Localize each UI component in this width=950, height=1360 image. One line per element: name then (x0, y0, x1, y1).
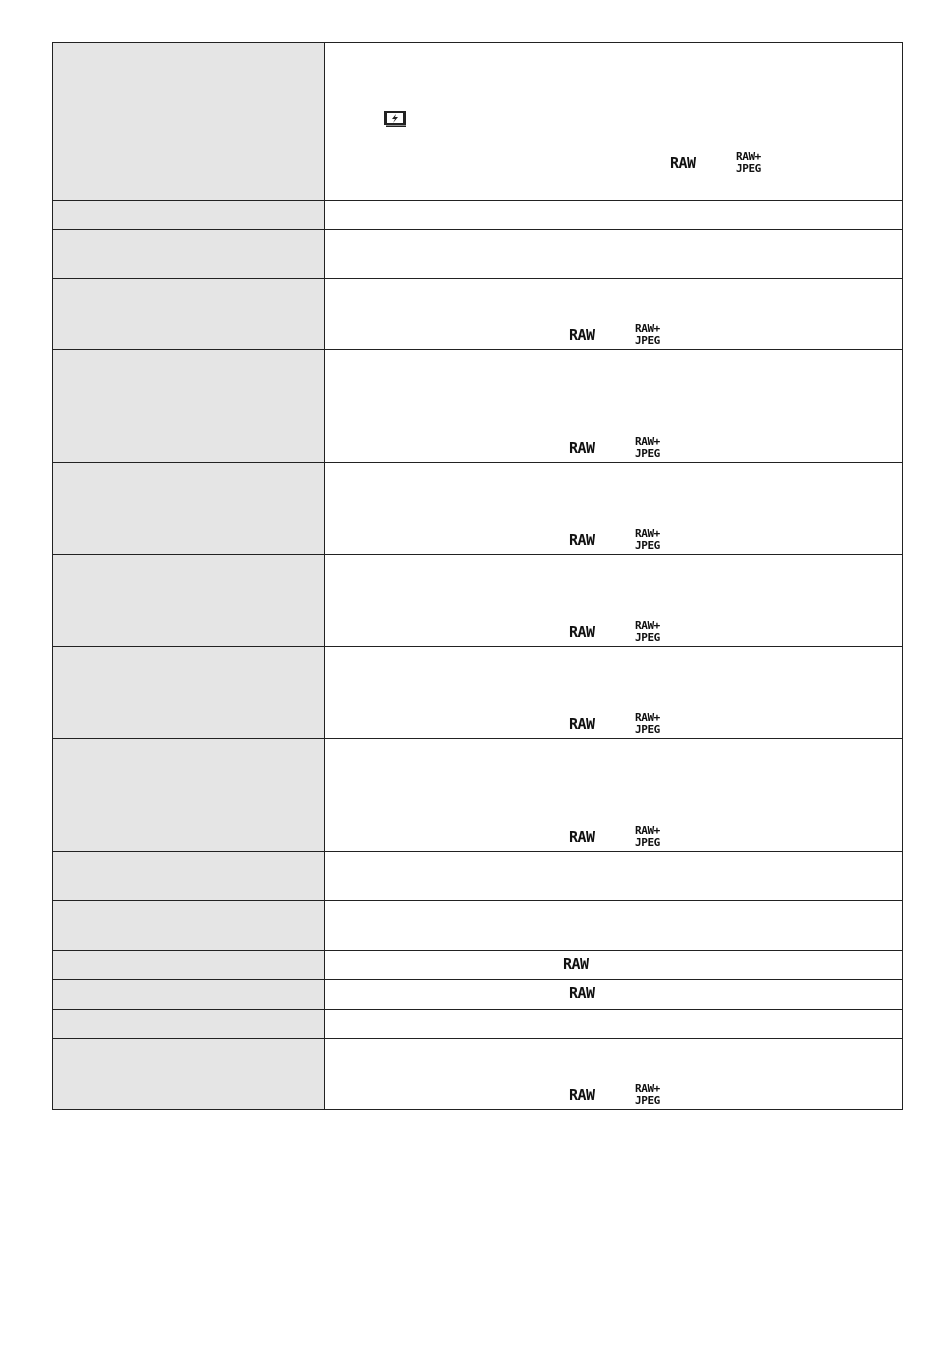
row-description-cell (325, 852, 903, 900)
row-description-cell (325, 230, 903, 278)
row-label-cell (53, 980, 325, 1009)
row-description-cell (325, 201, 903, 229)
settings-table (52, 42, 903, 1110)
raw-format-label: RAW (569, 984, 595, 1002)
table-row (53, 1010, 903, 1039)
table-row (53, 201, 903, 230)
table-row (53, 951, 903, 980)
table-row (53, 852, 903, 901)
table-row (53, 1039, 903, 1110)
raw-jpeg-format-label: RAW+ JPEG (635, 619, 660, 644)
row-description-cell (325, 951, 903, 979)
raw-format-label: RAW (569, 623, 595, 641)
table-row (53, 463, 903, 555)
raw-format-label: RAW (569, 1086, 595, 1104)
row-description-cell (325, 980, 903, 1009)
row-label-cell (53, 43, 325, 200)
row-description-cell (325, 350, 903, 462)
row-description-cell (325, 1010, 903, 1038)
row-label-cell (53, 230, 325, 278)
raw-format-label: RAW (563, 955, 589, 973)
row-label-cell (53, 852, 325, 900)
row-label-cell (53, 555, 325, 646)
raw-format-label: RAW (569, 715, 595, 733)
raw-format-label: RAW (670, 154, 696, 172)
row-label-cell (53, 463, 325, 554)
raw-format-label: RAW (569, 439, 595, 457)
raw-jpeg-format-label: RAW+ JPEG (736, 150, 761, 175)
table-row (53, 901, 903, 951)
row-label-cell (53, 647, 325, 738)
table-row (53, 43, 903, 201)
row-label-cell (53, 279, 325, 349)
row-description-cell (325, 279, 903, 349)
table-row (53, 647, 903, 739)
row-label-cell (53, 1039, 325, 1109)
row-label-cell (53, 739, 325, 851)
raw-jpeg-format-label: RAW+ JPEG (635, 322, 660, 347)
row-description-cell (325, 555, 903, 646)
raw-jpeg-format-label: RAW+ JPEG (635, 527, 660, 552)
table-row (53, 230, 903, 279)
table-row (53, 739, 903, 852)
row-label-cell (53, 951, 325, 979)
row-description-cell (325, 739, 903, 851)
raw-jpeg-format-label: RAW+ JPEG (635, 711, 660, 736)
raw-jpeg-format-label: RAW+ JPEG (635, 1082, 660, 1107)
raw-format-label: RAW (569, 326, 595, 344)
raw-format-label: RAW (569, 828, 595, 846)
row-description-cell (325, 647, 903, 738)
table-row (53, 555, 903, 647)
row-description-cell (325, 43, 903, 200)
table-row (53, 350, 903, 463)
row-label-cell (53, 350, 325, 462)
row-description-cell (325, 1039, 903, 1109)
raw-format-label: RAW (569, 531, 595, 549)
flash-mode-icon (383, 110, 407, 128)
table-row (53, 279, 903, 350)
raw-jpeg-format-label: RAW+ JPEG (635, 435, 660, 460)
row-label-cell (53, 1010, 325, 1038)
row-description-cell (325, 463, 903, 554)
row-description-cell (325, 901, 903, 950)
raw-jpeg-format-label: RAW+ JPEG (635, 824, 660, 849)
row-label-cell (53, 201, 325, 229)
row-label-cell (53, 901, 325, 950)
table-row (53, 980, 903, 1010)
